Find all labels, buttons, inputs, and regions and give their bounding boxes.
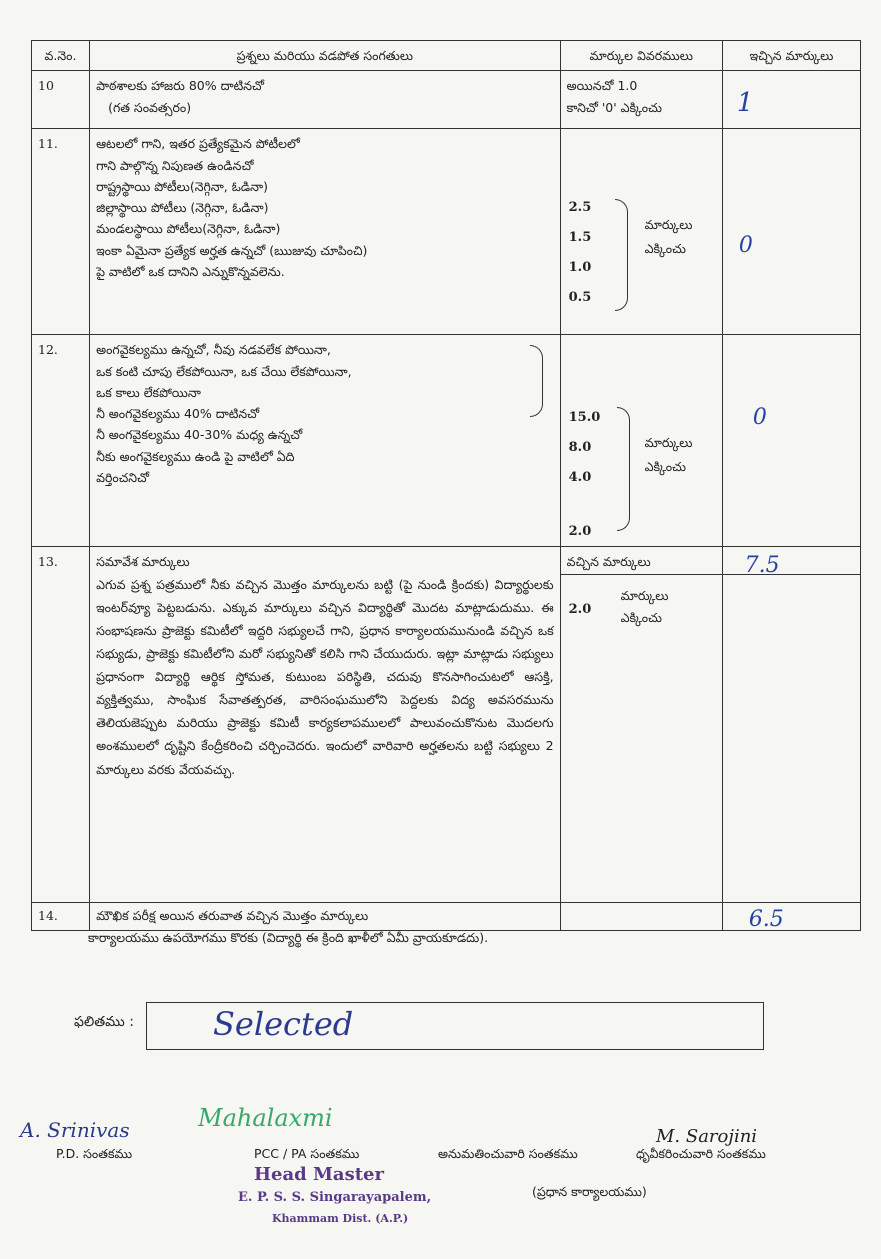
brace-icon — [615, 199, 628, 311]
evaluation-table — [31, 40, 861, 931]
result-label: ఫలితము : — [74, 1014, 134, 1030]
question-line: ఒక కాలు లేకపోయినా — [96, 384, 201, 400]
note-line: ఎక్కించు — [644, 241, 686, 257]
given-cell — [722, 129, 860, 335]
row-10 — [32, 71, 861, 129]
row-number: 13. — [32, 547, 90, 903]
question-line: పాఠశాలకు హాజరు 80% దాటినచో — [96, 78, 265, 94]
question-line: వర్తించనిచో — [96, 469, 149, 485]
result-box — [146, 1002, 764, 1050]
score-note — [645, 213, 693, 261]
note-line: ఎక్కించు — [644, 459, 686, 475]
header-question: ప్రశ్నలు మరియు వడపోత సంగతులు — [90, 41, 561, 71]
given-cell — [722, 335, 860, 547]
question-cell — [90, 71, 561, 129]
given-cell — [722, 71, 860, 129]
marks-cell — [560, 547, 860, 903]
question-line: గాని పాల్గొన్న నిపుణత ఉండినచో — [96, 157, 254, 173]
marks-cell — [560, 903, 722, 931]
received-marks-label: వచ్చిన మార్కులు — [561, 547, 723, 575]
handwritten-mark: 0 — [738, 233, 753, 259]
question-line: నీ అంగవైకల్యము 40% దాటినచో — [96, 406, 260, 421]
result-value: Selected — [213, 1005, 354, 1043]
note-line: మార్కులు — [644, 435, 693, 451]
approver-signature: M. Sarojini — [656, 1126, 758, 1147]
marks-line: అయినచో 1.0 — [566, 78, 638, 94]
question-line: (గత సంవత్సరం) — [108, 99, 192, 115]
question-line: నీ అంగవైకల్యము 40-30% మధ్య ఉన్నచో — [96, 427, 303, 443]
handwritten-mark: 7.5 — [744, 553, 780, 579]
handwritten-mark: 6.5 — [748, 907, 784, 933]
question-line: ఒక కంటి చూపు లేకపోయినా, ఒక చేయి లేకపోయినా, — [96, 363, 352, 379]
row-number: 12. — [32, 335, 90, 547]
question-line: ఆటలలో గాని, ఇతర ప్రత్యేకమైన పోటీలలో — [96, 136, 300, 152]
row-number: 11. — [32, 129, 90, 335]
question-line: మౌఖిక పరీక్ష అయిన తరువాత వచ్చిన మొత్తం మార్కులు — [96, 908, 369, 924]
pd-label: P.D. సంతకము — [56, 1146, 133, 1161]
approver-label: ధృవీకరించువారి సంతకము — [636, 1146, 766, 1161]
received-marks-box — [723, 547, 861, 579]
stamp-line: E. P. S. S. Singarayapalem, — [238, 1190, 432, 1205]
question-line: మండలస్థాయి పోటీలు(నెగ్గినా, ఓడినా) — [96, 221, 281, 237]
marks-line: కానిచో '0' ఎక్కించు — [566, 99, 662, 115]
question-cell — [90, 335, 561, 547]
row-11 — [32, 129, 861, 335]
row-number: 10 — [32, 71, 90, 129]
section-title: సమావేశ మార్కులు — [96, 554, 190, 570]
header-row — [32, 41, 861, 71]
note-line: ఎక్కించు — [620, 610, 662, 626]
question-line: రాష్ట్రస్థాయి పోటీలు(నెగ్గినా, ఓడినా) — [96, 178, 268, 194]
question-cell — [90, 903, 561, 931]
score-value: 2.0 — [568, 602, 592, 618]
score-list — [569, 193, 592, 313]
stamp-line: Head Master — [254, 1164, 384, 1185]
question-line: నీకు అంగవైకల్యము ఉండి పై వాటిలో ఏది — [96, 448, 295, 464]
score-value: 15.0 — [568, 410, 601, 426]
marks-cell — [560, 335, 722, 547]
row-14 — [32, 903, 861, 931]
brace-icon — [530, 345, 543, 417]
stamp-line: Khammam Dist. (A.P.) — [272, 1212, 409, 1225]
handwritten-mark: 1 — [736, 88, 754, 119]
score-value: 4.0 — [568, 470, 592, 486]
given-cell — [722, 903, 860, 931]
column-divider — [722, 575, 723, 903]
marks-cell — [560, 71, 722, 129]
question-cell — [90, 129, 561, 335]
header-sno: వ.నెం. — [32, 41, 90, 71]
interview-paragraph: ఎగువ ప్రశ్న పత్రములో నీకు వచ్చిన మొత్తం మార్కులను బట్టి (పై నుండి క్రిందకు) విద్యార్థులకు ఇంటర్‌వ్యూ పెట్టబడును. ఎక్కువ మార్కులు వచ్చిన విద్యార్థితో మొదట మాట్లాడుదుము. ఈ సంభాషణను ప్రాజెక్టు కమిటీలో ఇద్దరి సభ్యులచే గాని, ప్రధాన కార్యాలయమునుండి వచ్చిన ఒక సభ్యుడు, ప్రాజెక్టు కమిటీలోని మరో సభ్యునితో కలిసి గాని చేయుదురు. ఇట్లా మాట్లాడు సభ్యులు ప్రధానంగా విద్యార్థి ఆర్థిక స్తోమత, కుటుంబ పరిస్థితి, చదువు కొనసాగించుటలో ఆసక్తి, వ్యక్తిత్వము, సాంఘిక సేవాతత్పరత, వారిసంఘములోని పెద్దలకు విద్య అవసరమును తెలియజెప్పుట మరియు ప్రాజెక్టు కమిటీ కార్యకలాపములలో పాలువంచుకొనుట మొదలగు అంశములలో దృష్టిని కేంద్రీకరించి చర్చించెదరు. ఇందులో వారివారి అర్హతలను బట్టి సభ్యులు 2 మార్కులు వరకు వేయవచ్చు. — [96, 576, 554, 777]
score-value: 0.5 — [568, 290, 592, 306]
note-line: మార్కులు — [620, 588, 669, 604]
pcc-label: PCC / PA సంతకము — [254, 1146, 360, 1161]
row-13 — [32, 547, 861, 903]
question-cell — [90, 547, 561, 903]
score-note — [621, 585, 669, 629]
score-value: 2.0 — [568, 524, 592, 540]
office-use-note: కార్యాలయము ఉపయోగము కొరకు (విద్యార్థి ఈ క్రింది ఖాళీలో ఏమీ వ్రాయకూడదు). — [88, 930, 489, 945]
pd-signature: A. Srinivas — [20, 1118, 130, 1142]
score-value: 8.0 — [568, 440, 592, 456]
question-line: జిల్లాస్థాయి పోటీలు (నెగ్గినా, ఓడినా) — [96, 200, 269, 215]
header-marks-given: ఇచ్చిన మార్కులు — [722, 41, 860, 71]
row-number: 14. — [32, 903, 90, 931]
reviewer-sub-label: (ప్రధాన కార్యాలయము) — [532, 1184, 647, 1199]
question-line: పై వాటిలో ఒక దానిని ఎన్నుకొన్నవలెను. — [96, 263, 285, 279]
score-note — [645, 431, 693, 479]
reviewer-label: అనుమతించువారి సంతకము — [438, 1146, 578, 1161]
score-list — [569, 403, 601, 547]
question-line: ఇంకా ఏమైనా ప్రత్యేక అర్హత ఉన్నచో (ఋజువు చూపించి) — [96, 242, 368, 258]
score-value: 2.5 — [568, 200, 592, 216]
score-value: 1.5 — [568, 230, 592, 246]
handwritten-mark: 0 — [752, 405, 767, 431]
brace-icon — [617, 407, 630, 531]
pcc-signature: Mahalaxmi — [198, 1104, 333, 1132]
note-line: మార్కులు — [644, 217, 693, 233]
question-line: అంగవైకల్యము ఉన్నచో, నీవు నడవలేక పోయినా, — [96, 342, 331, 358]
row-12 — [32, 335, 861, 547]
score-value: 1.0 — [568, 260, 592, 276]
header-marks-detail: మార్కుల వివరములు — [560, 41, 722, 71]
marks-cell — [560, 129, 722, 335]
